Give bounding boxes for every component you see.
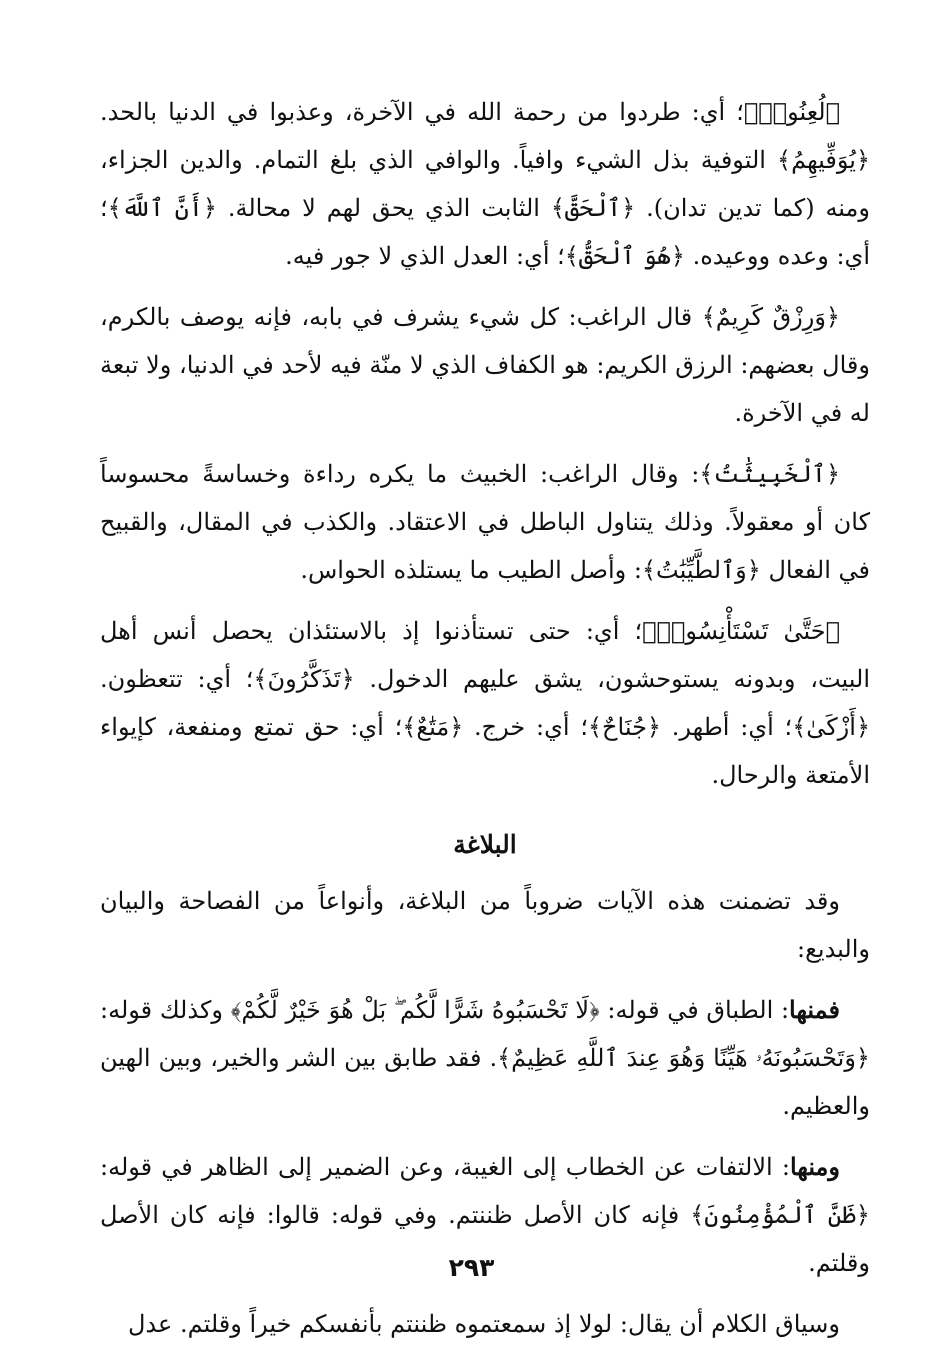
paragraph-text: الثابت الذي يحق لهم لا محالة. (216, 194, 551, 222)
quran-quote: ﴿وَتَحْسَبُونَهُۥ هَيِّنًا وَهُوَ عِندَ ٱللَّهِ عَظِيمٌ﴾ (497, 1044, 870, 1072)
quran-quote: ﴿يُوَفِّيهِمُ﴾ (777, 146, 870, 174)
paragraph (100, 607, 870, 799)
paragraph-text: ؛ أي: تتعظون. (100, 665, 254, 693)
quran-quote: ﴿ٱلْخَبِيثَٰتُ﴾ (699, 460, 840, 488)
paragraph (100, 1300, 870, 1348)
page-number: ٢٩٣ (448, 1253, 495, 1282)
quran-quote: ﴿لُعِنُوا۟﴾ (743, 98, 840, 126)
paragraph-text: ؛ أي: خرج. (463, 713, 588, 741)
paragraph-text: : الطباق في قوله: (599, 996, 790, 1024)
glossary-section (100, 88, 870, 799)
paragraph-text: وكذلك قوله: (100, 996, 231, 1024)
document-page (100, 88, 870, 1361)
paragraph (100, 293, 870, 437)
quran-quote: ﴿جُنَاحٌ﴾ (587, 713, 661, 741)
paragraph-text: ؛ أي: حق تمتع ومنفعة، كإيواء الأمتعة والرحال. (100, 713, 870, 789)
paragraph-text: وقد تضمنت هذه الآيات ضروباً من البلاغة، وأنواعاً من الفصاحة والبيان والبديع: (100, 887, 870, 963)
quran-quote: ﴿وَرِزْقٌ كَرِيمٌ﴾ (701, 303, 840, 331)
paragraph-text: ؛ أي: العدل الذي لا جور فيه. (285, 242, 565, 270)
quran-quote: ﴿هُوَ ٱلْحَقُّ﴾ (564, 242, 685, 270)
quran-quote: ﴿حَتَّىٰ تَسْتَأْنِسُوا۟﴾ (642, 617, 841, 645)
quran-quote: ﴿أَنَّ ٱللَّهَ﴾ (107, 194, 217, 222)
paragraph-text: ؛ أي: أطهر. (660, 713, 793, 741)
quran-quote: ﴿ظَنَّ ٱلْمُؤْمِنُونَ﴾ (690, 1201, 870, 1229)
paragraph-text: : وقال الراغب: الخبيث ما يكره رداءة وخساسةً محسوساً كان أو معقولاً. وذلك يتناول الباطل في الاعتقاد. والكذب في المقال، والقبيح في الفعال (100, 460, 871, 584)
quran-quote: ﴿وَٱلطَّيِّبَٰتُ﴾ (641, 556, 761, 584)
quran-quote: ﴿مَتَٰعٌ﴾ (402, 713, 464, 741)
paragraph-text: ؛ أي: حتى تستأذنوا إذ بالاستئذان يحصل أنس أهل البيت، وبدونه يستوحشون، يشق عليهم الدخول. (100, 617, 871, 693)
paragraph (100, 986, 870, 1130)
paragraph (100, 877, 870, 973)
section-title: البلاغة (453, 830, 517, 859)
paragraph-text: ؛ أي: طردوا من رحمة الله في الآخرة، وعذبوا في الدنيا بالحد. (100, 98, 744, 126)
paragraph-text: قال الراغب: كل شيء يشرف في بابه، فإنه يوصف بالكرم، وقال بعضهم: الرزق الكريم: هو الكفاف الذي لا منّة فيه لأحد في الدنيا، ولا تبعة له في الآخرة. (100, 303, 870, 427)
paragraph-text: : وأصل الطيب ما يستلذه الحواس. (300, 556, 642, 584)
quran-quote: ﴿أَزْكَىٰ﴾ (792, 713, 870, 741)
quran-quote: ﴿لَا تَحْسَبُوهُ شَرًّا لَّكُم ۖ بَلْ هُوَ خَيْرٌ لَّكُمْ﴾ (230, 996, 600, 1024)
paragraph-text: وسياق الكلام أن يقال: لولا إذ سمعتموه ظننتم بأنفسكم خيراً وقلتم. عدل (127, 1310, 840, 1338)
paragraph (100, 450, 870, 594)
quran-quote: ﴿تَذَكَّرُونَ﴾ (253, 665, 355, 693)
paragraph-text: : الالتفات عن الخطاب إلى الغيبة، وعن الضمير إلى الظاهر في قوله: (100, 1153, 790, 1181)
paragraph-text: ؛ أي: وعده ووعيده. (100, 194, 870, 270)
quran-quote: ﴿ٱلْحَقَّ﴾ (550, 194, 636, 222)
paragraph-text: التوفية بذل الشيء وافياً. والوافي الذي بلغ التمام. والدين الجزاء، ومنه (كما تدين تدان). (100, 146, 870, 222)
paragraph-text: . فقد طابق بين الشر والخير، وبين الهين والعظيم. (100, 1044, 870, 1120)
paragraph-text: فإنه كان الأصل ظننتم. وفي قوله: قالوا: فإنه كان الأصل وقلتم. (100, 1201, 870, 1277)
bold-lead-word: فمنها (789, 995, 840, 1024)
paragraph (100, 88, 870, 280)
bold-lead-word: ومنها (789, 1152, 840, 1181)
